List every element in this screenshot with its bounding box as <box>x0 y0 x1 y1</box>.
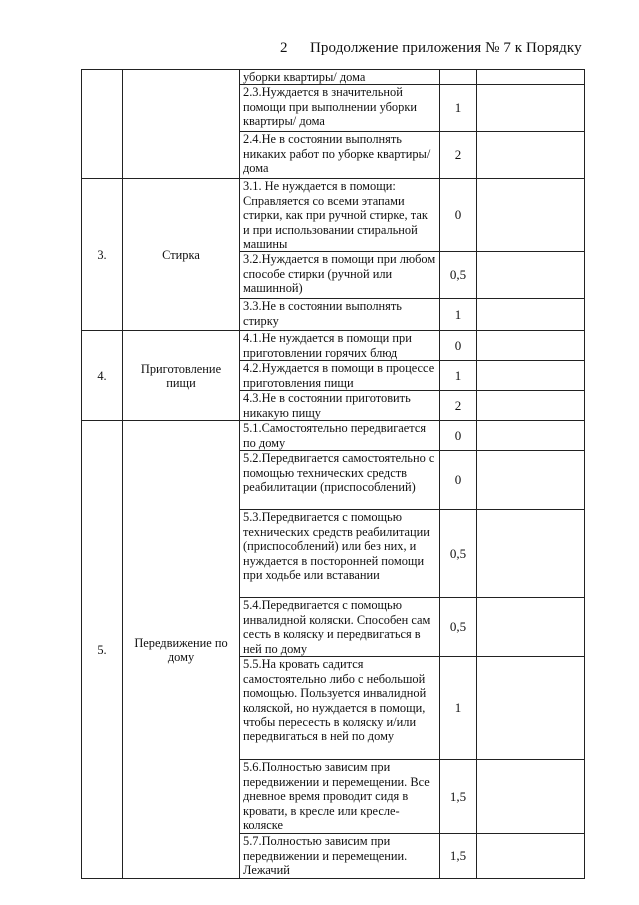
empty-cell <box>477 421 585 451</box>
group-number-cell <box>82 70 123 179</box>
score-cell: 1 <box>440 85 477 132</box>
empty-cell <box>477 391 585 421</box>
page-header: Продолжение приложения № 7 к Порядку <box>310 40 582 56</box>
empty-cell <box>477 252 585 299</box>
empty-cell <box>477 760 585 834</box>
score-cell: 2 <box>440 132 477 179</box>
empty-cell <box>477 657 585 760</box>
group-name-cell: Приготовление пищи <box>123 331 240 421</box>
empty-cell <box>477 331 585 361</box>
criterion-cell: 5.4.Передвигается с помощью инвалидной коляски. Способен сам сесть в коляску и передвигаться в ней по дому <box>240 598 440 657</box>
empty-cell <box>477 132 585 179</box>
empty-cell <box>477 179 585 252</box>
empty-cell <box>477 299 585 331</box>
score-cell: 0 <box>440 451 477 510</box>
score-cell: 0 <box>440 331 477 361</box>
criterion-cell: 5.2.Передвигается самостоятельно с помощью технических средств реабилитации (приспособлений) <box>240 451 440 510</box>
score-cell: 0,5 <box>440 510 477 598</box>
page-number: 2 <box>280 40 288 56</box>
criterion-cell: 4.2.Нуждается в помощи в процессе приготовления пищи <box>240 361 440 391</box>
score-cell: 2 <box>440 391 477 421</box>
criterion-cell: 5.1.Самостоятельно передвигается по дому <box>240 421 440 451</box>
group-number-cell: 5. <box>82 421 123 879</box>
table-row <box>82 179 585 252</box>
score-cell <box>440 70 477 85</box>
group-name-cell <box>123 70 240 179</box>
score-cell: 0 <box>440 421 477 451</box>
criterion-cell: 4.1.Не нуждается в помощи при приготовлении горячих блюд <box>240 331 440 361</box>
group-number-cell: 4. <box>82 331 123 421</box>
score-cell: 0 <box>440 179 477 252</box>
criterion-cell: уборки квартиры/ дома <box>240 70 440 85</box>
score-cell: 1 <box>440 657 477 760</box>
empty-cell <box>477 70 585 85</box>
score-cell: 1 <box>440 299 477 331</box>
assessment-table <box>81 69 585 879</box>
table-row <box>82 70 585 85</box>
empty-cell <box>477 451 585 510</box>
empty-cell <box>477 361 585 391</box>
empty-cell <box>477 834 585 879</box>
score-cell: 0,5 <box>440 598 477 657</box>
group-name-cell: Передвижение по дому <box>123 421 240 879</box>
criterion-cell: 3.3.Не в состоянии выполнять стирку <box>240 299 440 331</box>
score-cell: 1,5 <box>440 760 477 834</box>
group-name-cell: Стирка <box>123 179 240 331</box>
criterion-cell: 5.6.Полностью зависим при передвижении и перемещении. Все дневное время проводит сидя в кровати, в кресле или кресле-коляске <box>240 760 440 834</box>
criterion-cell: 4.3.Не в состоянии приготовить никакую пищу <box>240 391 440 421</box>
score-cell: 1,5 <box>440 834 477 879</box>
table-row <box>82 421 585 451</box>
group-number-cell: 3. <box>82 179 123 331</box>
criterion-cell: 3.2.Нуждается в помощи при любом способе стирки (ручной или машинной) <box>240 252 440 299</box>
criterion-cell: 5.5.На кровать садится самостоятельно либо с небольшой помощью. Пользуется инвалидной коляской, но нуждается в помощи, чтобы пересесть в коляску и/или передвигаться в ней по дому <box>240 657 440 760</box>
table-row <box>82 331 585 361</box>
criterion-cell: 3.1. Не нуждается в помощи: Справляется со всеми этапами стирки, как при ручной стирке, так и при использовании стиральной машины <box>240 179 440 252</box>
empty-cell <box>477 510 585 598</box>
empty-cell <box>477 85 585 132</box>
criterion-cell: 2.3.Нуждается в значительной помощи при выполнении уборки квартиры/ дома <box>240 85 440 132</box>
criterion-cell: 5.7.Полностью зависим при передвижении и перемещении. Лежачий <box>240 834 440 879</box>
criterion-cell: 5.3.Передвигается с помощью технических средств реабилитации (приспособлений) или без них, и нуждается в посторонней помощи при ходьбе или вставании <box>240 510 440 598</box>
empty-cell <box>477 598 585 657</box>
score-cell: 1 <box>440 361 477 391</box>
score-cell: 0,5 <box>440 252 477 299</box>
criterion-cell: 2.4.Не в состоянии выполнять никаких работ по уборке квартиры/ дома <box>240 132 440 179</box>
